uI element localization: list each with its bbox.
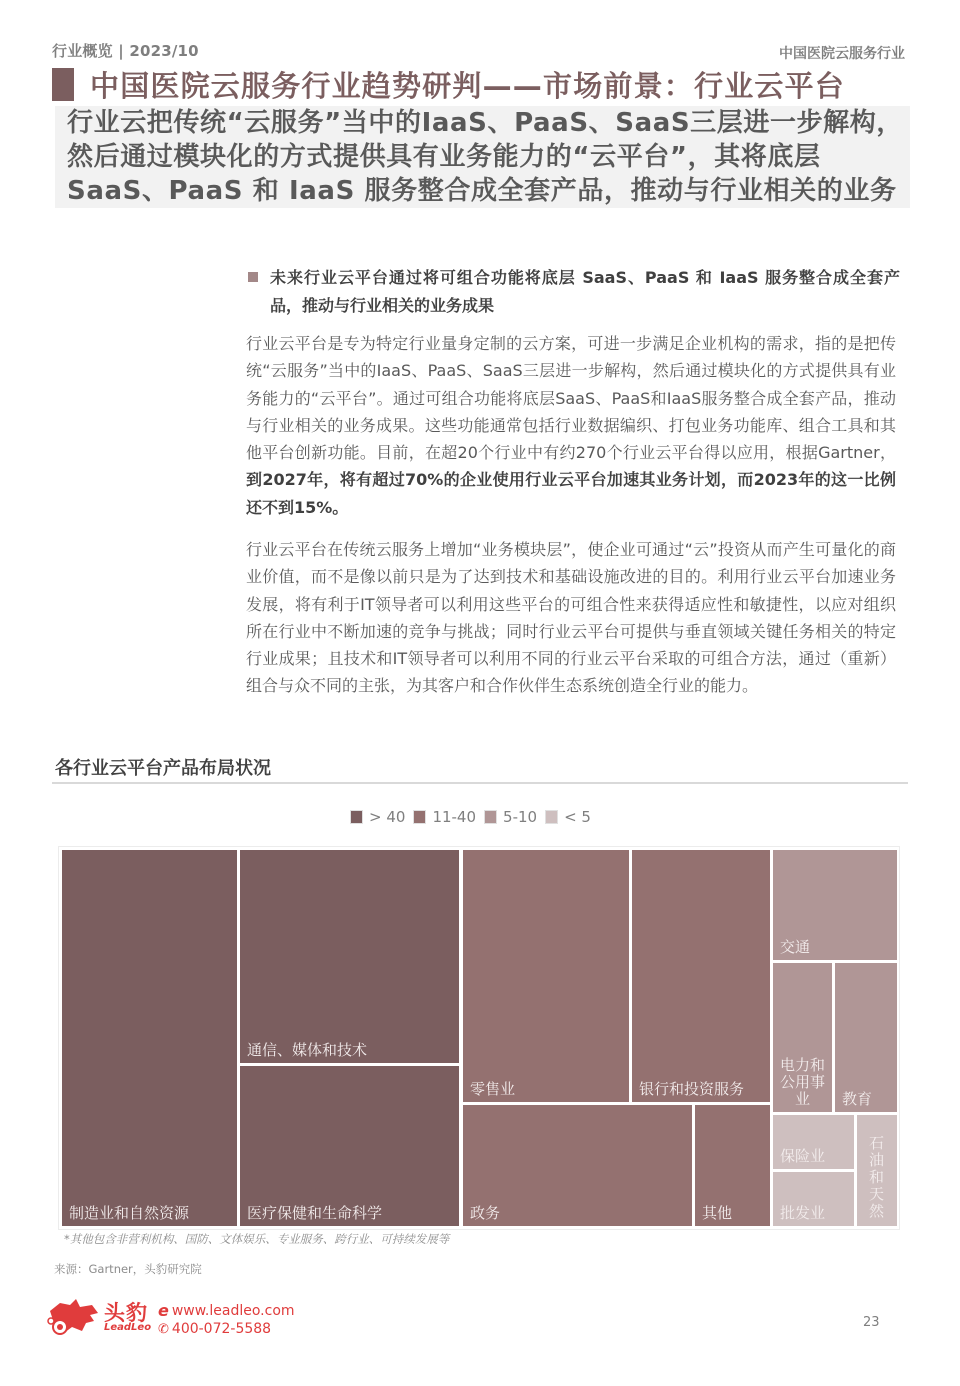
bullet-heading: 未来行业云平台通过将可组合功能将底层 SaaS、PaaS 和 IaaS 服务整合成全套产品，推动与行业相关的业务成果 xyxy=(270,268,900,315)
paragraph-1-highlight: 到2027年，将有超过70%的企业使用行业云平台加速其业务计划，而2023年的这一比例还不到15%。 xyxy=(246,470,896,517)
source-note: 来源：Gartner，头豹研究院 xyxy=(54,1262,202,1276)
tile-label: 银行和投资服务 xyxy=(639,1080,745,1098)
legend-swatch xyxy=(545,810,558,824)
phone-number xyxy=(158,1321,271,1337)
paragraph-2: 行业云平台在传统云服务上增加“业务模块层”，使企业可通过“云”投资从而产生可量化的商业价值，而不是像以前只是为了达到技术和基础设施改进的目的。利用行业云平台加速业务发展，将有利于IT领导者可以利用这些平台的可组合性来获得适应性和敏捷性，以应对组织所在行业中不断加速的竞争与挑战；同时行业云平台可提供与垂直领域关键任务相关的特定行业成果；且技术和IT领导者可以利用不同的行业云平台采取的可组合方法，通过（重新）组合与众不同的主张，为其客户和合作伙伴生态系统创造全行业的能力。 xyxy=(246,540,896,696)
logo-english-name: LeadLeo xyxy=(104,1322,152,1333)
legend-item-lt5 xyxy=(545,808,591,826)
treemap-tile-retail xyxy=(463,850,629,1102)
chart-footnote: *其他包含非营利机构、国防、文体娱乐、专业服务、跨行业、可持续发展等 xyxy=(64,1232,450,1246)
treemap-tile-manufacturing xyxy=(62,850,237,1226)
phone-text: 400-072-5588 xyxy=(171,1321,272,1337)
treemap-tile-transport xyxy=(773,850,897,960)
treemap-tile-insurance xyxy=(773,1115,854,1169)
summary-line: 行业云把传统“云服务”当中的IaaS、PaaS、SaaS三层进一步解构， xyxy=(67,108,903,138)
tile-label: 政务 xyxy=(470,1204,501,1222)
tile-label: 批发业 xyxy=(780,1204,826,1222)
treemap-tile-other xyxy=(695,1105,770,1226)
legend-swatch xyxy=(413,810,426,824)
header-report-name: 中国医院云服务行业 xyxy=(779,46,905,62)
legend-label: 5-10 xyxy=(503,808,538,826)
legend-swatch xyxy=(350,810,363,824)
page-title: 中国医院云服务行业趋势研判——市场前景：行业云平台 xyxy=(90,69,846,103)
tile-label: 制造业和自然资源 xyxy=(69,1204,190,1222)
page-number: 23 xyxy=(863,1315,880,1330)
legend-item-5-10 xyxy=(484,808,537,826)
legend-label: > 40 xyxy=(369,808,406,826)
website-text: www.leadleo.com xyxy=(171,1302,295,1319)
tile-label: 石油和天然 xyxy=(869,1134,885,1220)
treemap-tile-wholesale xyxy=(773,1172,854,1226)
tile-label: 通信、媒体和技术 xyxy=(247,1041,368,1059)
treemap-tile-education xyxy=(835,963,897,1112)
treemap-tile-healthcare xyxy=(240,1066,459,1226)
paragraph-1 xyxy=(246,330,896,521)
browser-e-icon: e xyxy=(158,1301,169,1320)
legend-label: 11-40 xyxy=(432,808,477,826)
tile-label: 零售业 xyxy=(470,1080,516,1098)
chart-title: 各行业云平台产品布局状况 xyxy=(55,758,271,779)
legend-label: < 5 xyxy=(564,808,591,826)
tile-label: 医疗保健和生命科学 xyxy=(247,1204,383,1222)
legend-item-11-40 xyxy=(413,808,476,826)
summary-box xyxy=(55,106,910,208)
logo-chinese-name: 头豹 xyxy=(104,1301,148,1325)
summary-line: 然后通过模块化的方式提供具有业务能力的“云平台”，其将底层 xyxy=(67,142,821,172)
bullet-square-icon xyxy=(248,272,258,282)
treemap-tile-oil-gas xyxy=(857,1115,897,1226)
summary-line: SaaS、PaaS 和 IaaS 服务整合成全套产品，推动与行业相关的业务 xyxy=(67,176,897,206)
header-section-date: 行业概览 | 2023/10 xyxy=(52,42,199,60)
leadleo-logo-icon xyxy=(46,1297,102,1339)
tile-label: 教育 xyxy=(842,1090,873,1108)
phone-icon: ✆ xyxy=(158,1321,169,1337)
legend-item-gt40 xyxy=(350,808,405,826)
treemap-tile-government xyxy=(463,1105,692,1226)
tile-label: 交通 xyxy=(780,938,811,956)
section-divider xyxy=(52,782,908,784)
treemap-tile-banking xyxy=(632,850,770,1102)
title-accent-bar xyxy=(52,68,74,101)
tile-label: 保险业 xyxy=(780,1147,826,1165)
website-link[interactable] xyxy=(158,1301,295,1320)
treemap-tile-telecom-media-tech xyxy=(240,850,459,1063)
legend-swatch xyxy=(484,810,497,824)
tile-label: 其他 xyxy=(702,1204,733,1222)
chart-legend xyxy=(350,808,591,826)
paragraph-1-text: 行业云平台是专为特定行业量身定制的云方案，可进一步满足企业机构的需求，指的是把传统“云服务”当中的IaaS、PaaS、SaaS三层进一步解构，然后通过模块化的方式提供具有业务能力的“云平台”。通过可组合功能将底层SaaS、PaaS和IaaS服务整合成全套产品，推动与行业相关的业务成果。这些功能通常包括行业数据编织、打包业务功能库、组合工具和其他平台创新功能。目前，在超20个行业中有约270个行业云平台得以应用，根据Gartner， xyxy=(246,334,896,463)
treemap-tile-utilities xyxy=(773,963,832,1112)
tile-label: 电力和公用事业 xyxy=(779,1056,825,1108)
